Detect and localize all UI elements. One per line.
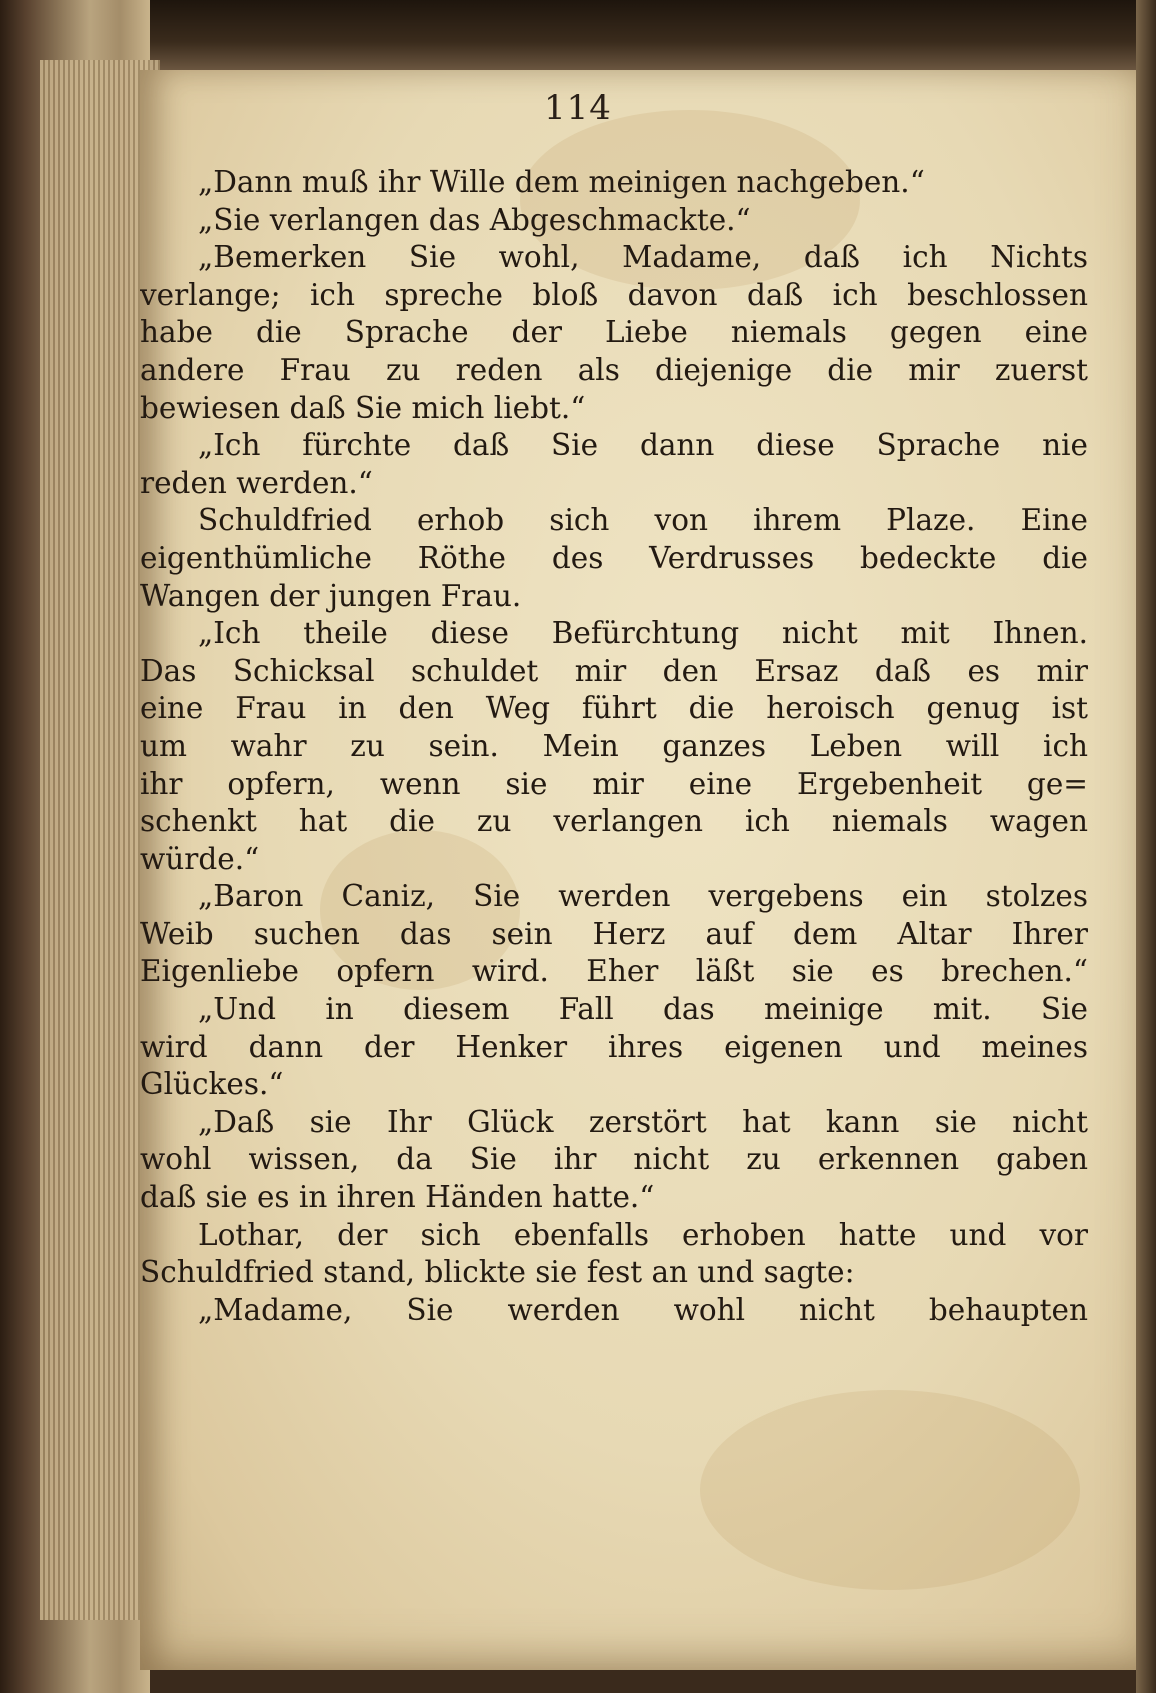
text-line: „Madame, Sie werden wohl nicht behaupten: [198, 1292, 1088, 1327]
text-line: Wangen der jungen Frau.: [140, 578, 522, 613]
text-line: Eigenliebe opfern wird. Eher läßt sie es brechen.“: [140, 954, 1088, 989]
text-line: Glückes.“: [140, 1067, 284, 1102]
text-line: wohl wissen, da Sie ihr nicht zu erkennen gaben: [140, 1142, 1088, 1177]
paper-stain: [700, 1390, 1080, 1590]
text-line: „Und in diesem Fall das meinige mit. Sie: [198, 992, 1088, 1027]
text-line: „Daß sie Ihr Glück zerstört hat kann sie nicht: [198, 1104, 1088, 1139]
text-line: eigenthümliche Röthe des Verdrusses bedeckte die: [140, 540, 1088, 575]
text-line: „Bemerken Sie wohl, Madame, daß ich Nichts: [198, 240, 1088, 275]
text-line: verlange; ich spreche bloß davon daß ich beschlossen: [140, 277, 1088, 312]
text-line: schenkt hat die zu verlangen ich niemals wagen: [140, 804, 1088, 839]
text-line: Lothar, der sich ebenfalls erhoben hatte und vor: [198, 1217, 1088, 1252]
text-line: daß sie es in ihren Händen hatte.“: [140, 1180, 655, 1215]
book-top-edge: [0, 0, 1156, 70]
book-right-edge: [1136, 0, 1156, 1693]
text-line: reden werden.“: [140, 465, 373, 500]
text-line: würde.“: [140, 841, 260, 876]
text-line: Schuldfried stand, blickte sie fest an und sagte:: [140, 1255, 855, 1290]
text-line: um wahr zu sein. Mein ganzes Leben will ich: [140, 728, 1088, 763]
page-number: 114: [544, 88, 612, 128]
text-line: Weib suchen das sein Herz auf dem Altar Ihrer: [140, 916, 1088, 951]
text-line: habe die Sprache der Liebe niemals gegen eine: [140, 315, 1088, 350]
body-text: [140, 164, 1088, 1329]
text-line: bewiesen daß Sie mich liebt.“: [140, 390, 586, 425]
text-line: „Baron Caniz, Sie werden vergebens ein stolzes: [198, 879, 1088, 914]
text-line: ihr opfern, wenn sie mir eine Ergebenheit ge=: [140, 766, 1088, 801]
text-line: Schuldfried erhob sich von ihrem Plaze. Eine: [198, 503, 1088, 538]
text-line: eine Frau in den Weg führt die heroisch genug ist: [140, 691, 1088, 726]
text-line: andere Frau zu reden als diejenige die mir zuerst: [140, 352, 1088, 387]
text-line: „Ich fürchte daß Sie dann diese Sprache nie: [198, 428, 1088, 463]
text-line: „Sie verlangen das Abgeschmackte.“: [198, 202, 751, 237]
text-line: „Dann muß ihr Wille dem meinigen nachgeben.“: [198, 165, 925, 199]
text-line: „Ich theile diese Befürchtung nicht mit Ihnen.: [198, 616, 1088, 651]
text-line: wird dann der Henker ihres eigenen und meines: [140, 1029, 1088, 1064]
text-line: Das Schicksal schuldet mir den Ersaz daß es mir: [140, 653, 1088, 688]
